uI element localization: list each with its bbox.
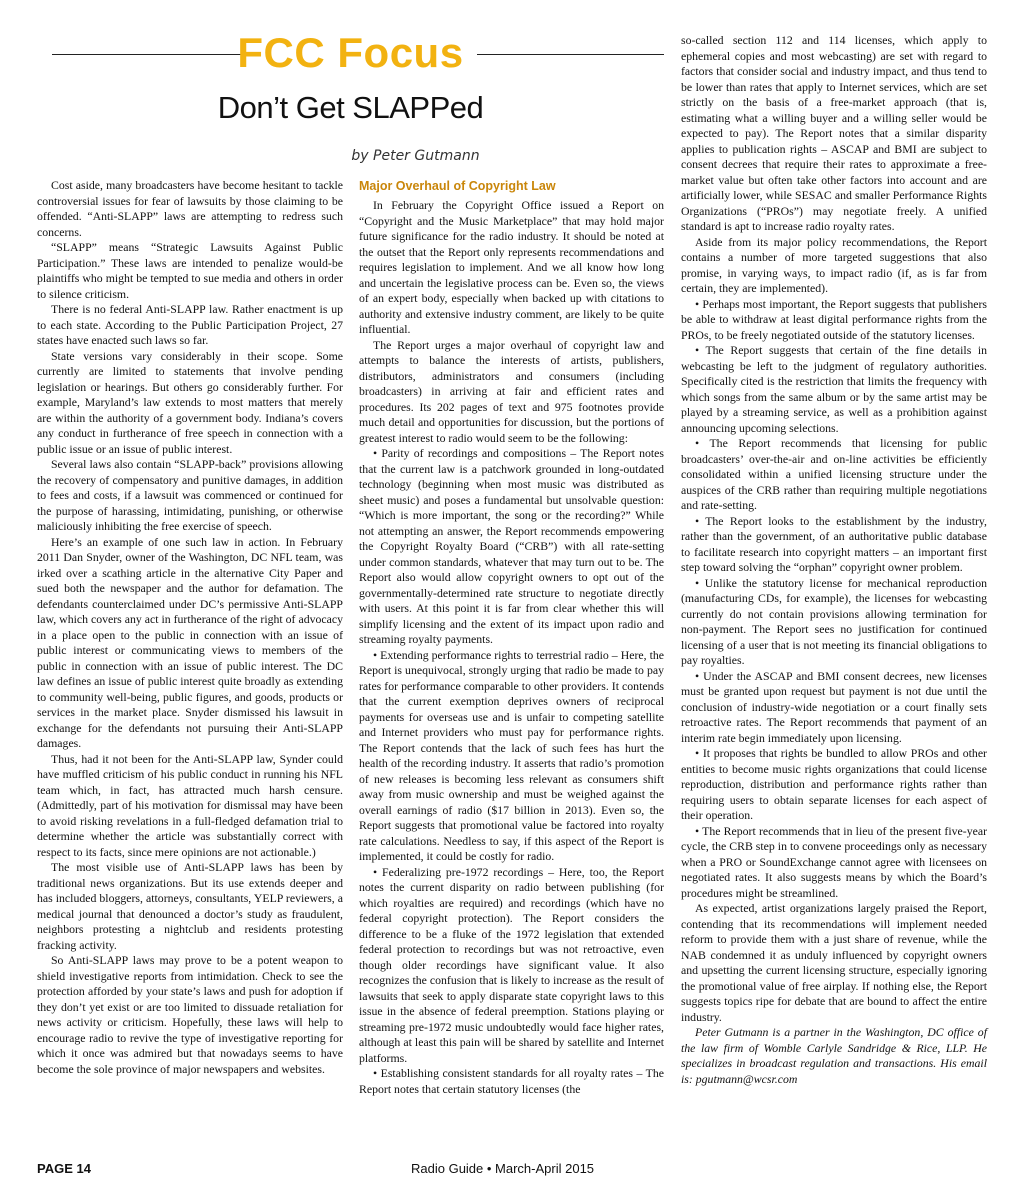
paragraph: “SLAPP” means “Strategic Lawsuits Against Public Participation.” These laws are intended to penalize would-be plaintiffs who might be tempted to sue media and others in order to silence criticism. (37, 240, 343, 301)
masthead-rule-right (477, 54, 664, 55)
paragraph: In February the Copyright Office issued a Report on “Copyright and the Music Marketplace” that may hold major future significance for the radio industry. It should be noted at the outset that the Report only represents recommendations and requires legislation to implement. And we all know how long and uncertain the legislative process can be. Even so, the views of an expert body, especially when backed up with citations to authority and extensive industry comment, are likely to be quite influential. (359, 198, 664, 336)
author-bio: Peter Gutmann is a partner in the Washington, DC office of the law firm of Womble Carlyle Sandridge & Rice, LLP. He specializes in broadcast regulation and transactions. His email is: pgutmann@wcsr.com (681, 1025, 987, 1086)
paragraph: State versions vary considerably in their scope. Some currently are limited to statements that involve pending legislation or hearings. But others go considerably further. For example, Maryland’s law extends to most matters that merely are within the authority of a government body. Indiana’s covers any conduct in furtherance of free speech in connection with a public issue or an issue of public interest. (37, 348, 343, 456)
paragraph: So Anti-SLAPP laws may prove to be a potent weapon to shield investigative reports from intimidation. Check to see the protection afforded by your state’s laws and push for adoption if they don’t yet exist or are too limited to dissuade retaliation for news activity or criticism. Hopefully, these laws will help to encourage radio to revive the type of investigative reporting for which it once was admired but that nowadays seems to have become the sole province of major newspapers and websites. (37, 953, 343, 1076)
bullet-paragraph: • Parity of recordings and compositions – The Report notes that the current law is a patchwork grounded in long-outdated technology (beginning when most music was distributed as sheet music) and poses a fundamental but unsolvable question: “Which is more important, the song or the recording?” While not attempting an answer, the Report recommends empowering the Copyright Royalty Board (“CRB”) with all rate-setting under common standards, whatever that may turn out to be. The Report also would allow copyright owners to opt out of the governmentally-determined rate structure to negotiate directly with users. At this point it is far from clear whether this will simplify licensing and the extent of its impact upon radio and streaming royalty payments. (359, 446, 664, 646)
paragraph: The most visible use of Anti-SLAPP laws has been by traditional news organizations. But its use extends deeper and has included bloggers, attorneys, consultants, YELP reviewers, a medical journal that denounced a doctor’s study as fraudulent, neighbors protesting a nightclub and residents protesting fracking activity. (37, 860, 343, 952)
publication-info: Radio Guide • March-April 2015 (411, 1161, 595, 1176)
bullet-paragraph: • The Report suggests that certain of the fine details in webcasting be left to the judgment of regulatory authorities. Specifically cited is the restriction that limits the frequency with which songs from the same album or by the same artist may be played by a streaming service, as well as a prohibition against announcing upcoming selections. (681, 343, 987, 435)
byline (37, 148, 664, 164)
column-3 (681, 33, 987, 1087)
bullet-paragraph: • Federalizing pre-1972 recordings – Here, too, the Report notes the current disparity on radio between publishing (for which royalties are required) and recordings (which have no federal copyright protection). The Report considers the difference to be a fluke of the 1972 legislation that extended federal protection to recordings but was not retroactive, even though older recordings have significant value. It also recognizes the confusion that is likely to increase as the result of lawsuits that seek to apply disparate state copyright laws to this issue in the absence of federal preemption. Stations playing or streaming pre-1972 music undoubtedly would face higher rates, although at least this pain will be shared by satellite and Internet platforms. (359, 864, 664, 1065)
byline-text: by Peter Gutmann (351, 148, 480, 164)
article-headline: Don’t Get SLAPPed (217, 90, 484, 125)
masthead (37, 29, 664, 76)
column-2 (359, 178, 664, 1097)
paragraph: There is no federal Anti-SLAPP law. Rather enactment is up to each state. According to the Public Participation Project, 27 states have enacted such laws so far. (37, 302, 343, 347)
paragraph: As expected, artist organizations largely praised the Report, contending that its recommendations will implement needed reform to provide them with a just share of revenue, while the NAB condemned it as unduly influenced by copyright owners and upsetting the current licensing structure, especially ignoring the promotional value of free airplay. If nothing else, the Report suggests topics ripe for debate that are bound to affect the entire industry. (681, 901, 987, 1024)
bullet-paragraph: • Extending performance rights to terrestrial radio – Here, the Report is unequivocal, strongly urging that radio be made to pay rates for performance comparable to other providers. It contends that the current exemption deprives owners of reciprocal payments for overseas use and is unfair to competing satellite and Internet providers who must pay for performance rights. The Report contends that the lack of such fees has hurt the health of the recording industry. It asserts that radio’s promotion of new releases is becoming less relevant as consumers shift away from music ownership and must be weighed against the overall earnings of radio ($17 billion in 2013). Even so, the Report suggests that promotional value be factored into royalty rate calculations. Needless to say, if this aspect of the Report is implemented, it could be costly for radio. (359, 647, 664, 863)
section-title: FCC Focus (237, 29, 464, 76)
bullet-paragraph: • Under the ASCAP and BMI consent decrees, new licenses must be granted upon request but payment is not due until the conclusion of industry-wide negotiation or a court finally sets retroactive rates. The Report recommends that payment of an interim rate begin immediately upon licensing. (681, 668, 987, 745)
bullet-paragraph: • Perhaps most important, the Report suggests that publishers be able to withdraw at least digital performance rights from the PROs, to be freely negotiated outside of the statutory licenses. (681, 296, 987, 342)
paragraph: so-called section 112 and 114 licenses, which apply to ephemeral copies and most webcasting) are set with regard to factors that consider social and industry impact, and thus tend to be lower than rates that apply to Internet services, which are set strictly on the basis of a free-market approach (that is, estimating what a willing buyer and a willing seller would be expected to pay). The Report notes that a similar disparity applies to publication rights – ASCAP and BMI are subject to consent decrees that require their rates to approximate a free-market value but often take other factors into account and are artificially lower, while SESAC and smaller Performance Rights Organizations (“PROs”) may negotiate freely. A unified standard is apt to increase radio royalty rates. (681, 33, 987, 233)
subheading: Major Overhaul of Copyright Law (359, 179, 556, 193)
paragraph: Aside from its major policy recommendations, the Report contains a number of more targeted suggestions that also promise, in varying ways, to impact radio (if, as is far from certain, they are implemented). (681, 234, 987, 295)
paragraph: Thus, had it not been for the Anti-SLAPP law, Synder could have muffled criticism of his public conduct in running his NFL team which, in fact, has attracted much harsh censure. (Admittedly, part of his motivation for dismissal may have been to avoid risking revelations in a full-fledged defamation trial to determine whether the article was substantially correct with respect to its facts, since mere opinions are not actionable.) (37, 751, 343, 859)
bullet-paragraph: • The Report looks to the establishment by the industry, rather than the government, of an authoritative public database to facilitate research into copyright matters – an important first step toward solving the “orphan” copyright owner problem. (681, 513, 987, 574)
page-number: PAGE 14 (37, 1161, 91, 1176)
paragraph: Several laws also contain “SLAPP-back” provisions allowing the recovery of compensatory and punitive damages, in addition to fees and costs, if a lawsuit was commenced or continued for the purpose of harassing, intimidating, punishing, or otherwise maliciously inhibiting the free exercise of speech. (37, 457, 343, 533)
column-1 (37, 178, 343, 1077)
bullet-paragraph: • Unlike the statutory license for mechanical reproduction (manufacturing CDs, for example), the licenses for webcasting currently do not contain provisions allowing termination for non-payment. The Report sees no justification for continued licensing of a user that is not meeting its financial obligations to pay royalties. (681, 575, 987, 667)
bullet-paragraph: • It proposes that rights be bundled to allow PROs and other entities to become music rights organizations that could license reproduction, distribution and performance rights rather than requiring users to obtain separate licenses for each aspect of their operation. (681, 746, 987, 822)
page-footer (37, 1161, 987, 1181)
bullet-paragraph: • The Report recommends that licensing for public broadcasters’ over-the-air and on-line activities be efficiently consolidated within a unified licensing structure under the auspices of the CRB rather than requiring multiple negotiations and rate-setting. (681, 436, 987, 512)
bullet-paragraph: • Establishing consistent standards for all royalty rates – The Report notes that certain statutory licenses (the (359, 1066, 664, 1096)
paragraph: Here’s an example of one such law in action. In February 2011 Dan Snyder, owner of the Washington, DC NFL team, was irked over a scathing article in the alternative City Paper and sued both the newspaper and the author for defamation. The defendants counterclaimed under DC’s permissive Anti-SLAPP law, which covers any act in furtherance of the right of advocacy in a place open to the public in connection with an issue of public interest or communicating views to members of the public in connection with an issue of public interest. The DC law defines an issue of public interest quite broadly as extending to community well-being, public figures, and goods, products or services in the market place. Snyder dismissed his lawsuit in exchange for the defendants not pursuing their Anti-SLAPP damages. (37, 534, 343, 750)
bullet-paragraph: • The Report recommends that in lieu of the present five-year cycle, the CRB step in to convene proceedings only as necessary when a PRO or SoundExchange cannot agree with licensees on negotiated rates. It also suggests means by which the Board’s procedures might be streamlined. (681, 823, 987, 900)
paragraph: Cost aside, many broadcasters have become hesitant to tackle controversial issues for fear of lawsuits by those claiming to be offended. “Anti-SLAPP” laws are attempting to redress such concerns. (37, 178, 343, 239)
paragraph: The Report urges a major overhaul of copyright law and attempts to balance the interests of artists, publishers, distributors, administrators and consumers (including broadcasters) in arriving at fair and efficient rates and procedures. Its 202 pages of text and 975 footnotes provide much detail and opportunities for discussion, but the portions of greatest interest to radio would seem to be the following: (359, 337, 664, 445)
